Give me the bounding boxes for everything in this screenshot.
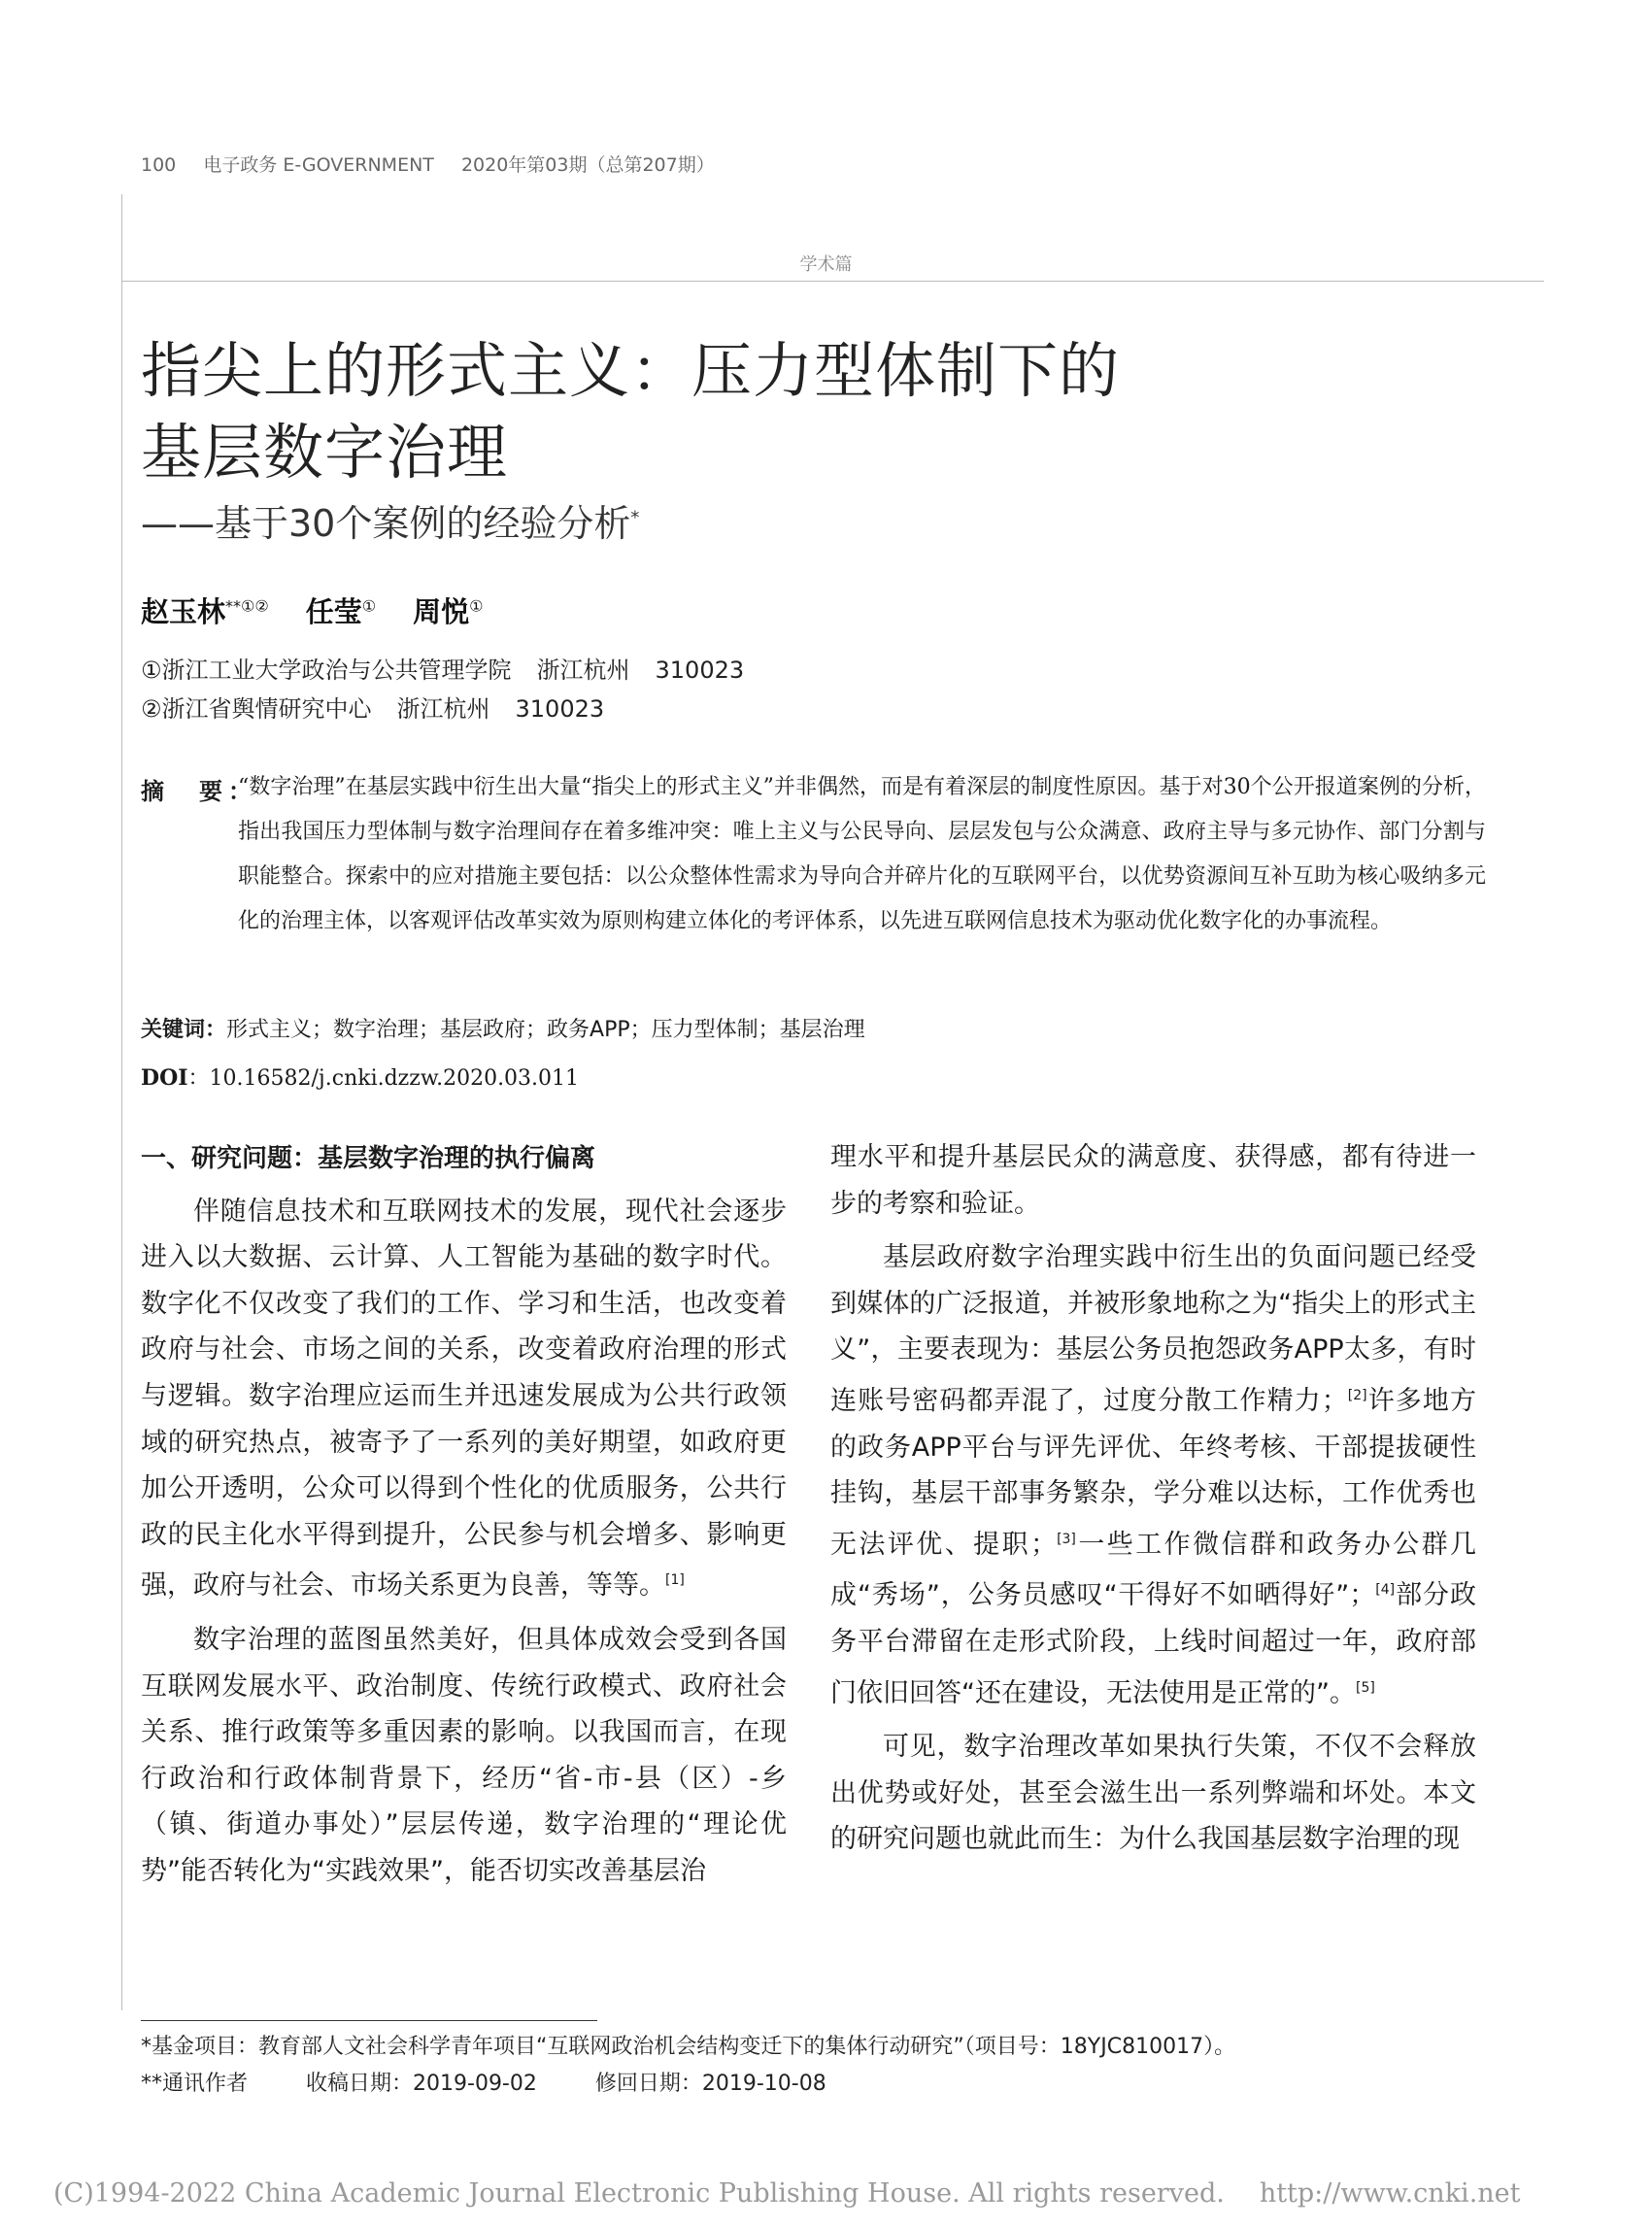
affiliation-zip: 310023 (655, 657, 745, 684)
revised-date: 修回日期：2019-10-08 (594, 2072, 826, 2096)
affiliation-city: 浙江杭州 (536, 657, 630, 684)
journal-name: 电子政务 E-GOVERNMENT (203, 154, 434, 176)
affiliation-city: 浙江杭州 (396, 695, 490, 723)
subtitle-mark: * (630, 507, 640, 528)
header-rule (121, 281, 1544, 282)
issue-info: 2020年第03期（总第207期） (460, 154, 715, 176)
section-heading: 一、研究问题：基层数字治理的执行偏离 (141, 1144, 596, 1173)
article-subtitle (141, 493, 639, 547)
keywords (141, 1013, 865, 1043)
author-mark: ① (469, 596, 484, 616)
paragraph-text: 部分政务平台滞留在走形式阶段，上线时间超过一年，政府部门依旧回答“还在建设，无法使用是正常的”。 (830, 1580, 1477, 1708)
page-number: 100 (141, 154, 177, 176)
keywords-text: 形式主义；数字治理；基层政府；政务APP；压力型体制；基层治理 (226, 1018, 865, 1042)
paragraph-text: 许多地方的政务APP平台与评先评优、年终考核、干部提拔硬性挂钩，基层干部事务繁杂，学分难以达标，工作优秀也无法评优、提职； (830, 1385, 1477, 1560)
footnote-rule (141, 2020, 597, 2021)
citation: [5] (1355, 1679, 1375, 1696)
paragraph: 可见，数字治理改革如果执行失策，不仅不会释放出优势或好处，甚至会滋生出一系列弊端和坏处。本文的研究问题也就此而生：为什么我国基层数字治理的现 (830, 1732, 1476, 1855)
cnki-url: http://www.cnki.net (1259, 2178, 1521, 2209)
author-list (141, 590, 483, 630)
citation: [3] (1057, 1531, 1076, 1547)
body-right-column (830, 1134, 1476, 1871)
copyright-text: (C)1994-2022 China Academic Journal Electronic Publishing House. All rights reserved. (53, 2178, 1225, 2209)
title-line-1: 指尖上的形式主义：压力型体制下的 (141, 335, 1121, 406)
section-label: 学术篇 (799, 254, 853, 275)
footnote-dates (141, 2067, 885, 2097)
footnote-corresponding: **通讯作者 (141, 2072, 249, 2096)
subtitle-text: ——基于30个案例的经验分析 (141, 502, 631, 545)
title-line-2: 基层数字治理 (141, 417, 509, 488)
citation: [2] (1347, 1387, 1367, 1403)
doi-value: ：10.16582/j.cnki.dzzw.2020.03.011 (187, 1066, 580, 1091)
paragraph (141, 1189, 787, 1609)
received-date: 收稿日期：2019-09-02 (306, 2072, 537, 2096)
paragraph-text: 基层政府数字治理实践中衍生出的负面问题已经受到媒体的广泛报道，并被形象地称之为“指尖上的形式主义”，主要表现为：基层公务员抱怨政务APP太多，有时连账号密码都弄混了，过度分散工作精力； (830, 1242, 1476, 1416)
affiliation (141, 651, 769, 685)
paragraph-text: 伴随信息技术和互联网技术的发展，现代社会逐步进入以大数据、云计算、人工智能为基础的数字时代。数字化不仅改变了我们的工作、学习和生活，也改变着政府与社会、市场之间的关系，改变着政府治理的形式与逻辑。数字治理应运而生并迅速发展成为公共行政领域的研究热点，被寄予了一系列的美好期望，如政府更加公开透明，公众可以得到个性化的优质服务，公共行政的民主化水平得到提升，公民参与机会增多、影响更强，政府与社会、市场关系更为良善，等等。 (141, 1196, 787, 1602)
author-name: 周悦 (413, 595, 470, 628)
paragraph (830, 1234, 1476, 1716)
abstract-label: 摘 要： (141, 778, 257, 805)
affiliation (141, 690, 629, 724)
footnote-fund: *基金项目：教育部人文社会科学青年项目“互联网政治机会结构变迁下的集体行动研究”（项目号：18YJC810017）。 (141, 2035, 1236, 2059)
affiliation-name: ②浙江省舆情研究中心 (141, 695, 372, 723)
paragraph-text: 一些工作微信群和政务办公群几成“秀场”，公务员感叹“干得好不如晒得好”； (830, 1529, 1477, 1611)
page-footer (53, 2178, 1556, 2209)
margin-rule (121, 194, 122, 2010)
paragraph: 理水平和提升基层民众的满意度、获得感，都有待进一步的考察和验证。 (830, 1142, 1476, 1219)
author-name: 赵玉林 (141, 595, 226, 628)
article-title (141, 330, 1120, 493)
affiliation-name: ①浙江工业大学政治与公共管理学院 (141, 657, 512, 684)
abstract-text: “数字治理”在基层实践中衍生出大量“指尖上的形式主义”并非偶然，而是有着深层的制度性原因。基于对30个公开报道案例的分析，指出我国压力型体制与数字治理间存在着多维冲突：唯上主义与公民导向、层层发包与公众满意、政府主导与多元协作、部门分割与职能整合。探索中的应对措施主要包括：以公众整体性需求为导向合并碎片化的互联网平台，以优势资源间互补互助为核心吸纳多元化的治理主体，以客观评估改革实效为原则构建立体化的考评体系，以先进互联网信息技术为驱动优化数字化的办事流程。 (238, 775, 1486, 933)
affiliation-zip: 310023 (515, 695, 605, 723)
doi-label: DOI (141, 1065, 188, 1091)
author-mark: **①② (225, 596, 269, 616)
keywords-label: 关键词： (141, 1018, 227, 1042)
body-left-column (141, 1134, 787, 1903)
doi (141, 1062, 579, 1092)
author-name: 任莹 (305, 595, 362, 628)
running-head (141, 151, 736, 177)
paragraph: 数字治理的蓝图虽然美好，但具体成效会受到各国互联网发展水平、政治制度、传统行政模式、政府社会关系、推行政策等多重因素的影响。以我国而言，在现行政治和行政体制背景下，经历“省-市-县（区）-乡（镇、街道办事处）”层层传递，数字治理的“理论优势”能否转化为“实践效果”，能否切实改善基层治 (141, 1624, 787, 1886)
author-mark: ① (361, 596, 377, 616)
citation: [1] (665, 1572, 685, 1589)
citation: [4] (1375, 1582, 1396, 1599)
